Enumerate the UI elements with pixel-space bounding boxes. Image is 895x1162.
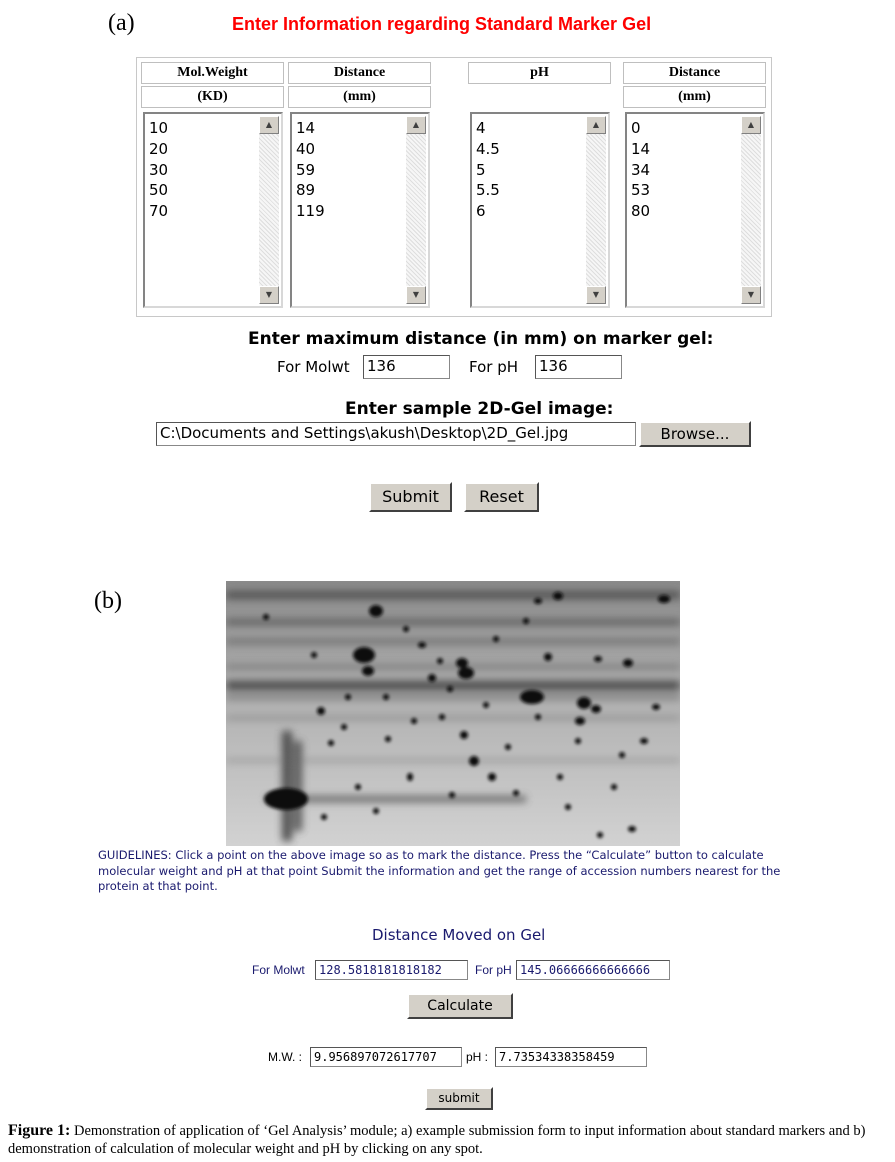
b-ph-input[interactable]: 145.06666666666666 bbox=[516, 960, 670, 980]
list-option[interactable]: 10 bbox=[149, 119, 169, 137]
b-for-molwt-label: For Molwt bbox=[252, 963, 305, 977]
distance-unit-1: (mm) bbox=[288, 86, 431, 108]
list-option[interactable]: 50 bbox=[149, 181, 169, 200]
scroll-up-icon[interactable]: ▲ bbox=[406, 116, 426, 134]
max-molwt-input[interactable]: 136 bbox=[363, 355, 450, 379]
b-for-ph-label: For pH bbox=[475, 963, 512, 977]
scroll-up-icon[interactable]: ▲ bbox=[586, 116, 606, 134]
scroll-down-icon[interactable]: ▼ bbox=[259, 286, 279, 304]
ph-header: pH bbox=[468, 62, 611, 84]
figure-caption-text: Demonstration of application of ‘Gel Analysis’ module; a) example submission form to input information about standard markers and b) demonstration of calculation of molecular weight and pH by clicking on any spot. bbox=[8, 1123, 866, 1157]
reset-button[interactable]: Reset bbox=[464, 482, 539, 512]
guidelines-text: GUIDELINES: Click a point on the above image so as to mark the distance. Press the “Calculate” button to calculate molecular weight and pH at that point Submit the information and get the range of accession numbers nearest for the protein at that point. bbox=[98, 848, 781, 893]
list-option[interactable]: 80 bbox=[631, 202, 651, 221]
b-molwt-input[interactable]: 128.5818181818182 bbox=[315, 960, 468, 980]
max-distance-heading: Enter maximum distance (in mm) on marker gel: bbox=[248, 329, 714, 349]
molwt-items bbox=[149, 118, 168, 222]
submit-button[interactable]: Submit bbox=[369, 482, 452, 512]
figure-caption-prefix: Figure 1: bbox=[8, 1122, 71, 1139]
distance-header-2: Distance bbox=[623, 62, 766, 84]
figure-caption bbox=[8, 1122, 878, 1158]
for-ph-label: For pH bbox=[469, 358, 519, 376]
max-ph-input[interactable]: 136 bbox=[535, 355, 622, 379]
distance-header-1: Distance bbox=[288, 62, 431, 84]
molwt-header: Mol.Weight bbox=[141, 62, 284, 84]
list-option[interactable]: 34 bbox=[631, 160, 651, 179]
list-option[interactable]: 119 bbox=[296, 202, 325, 221]
molwt-scrollbar[interactable] bbox=[259, 116, 279, 304]
mw-output[interactable]: 9.956897072617707 bbox=[310, 1047, 462, 1067]
form-title: Enter Information regarding Standard Marker Gel bbox=[232, 14, 652, 34]
marker-table bbox=[136, 57, 772, 317]
gel-image[interactable] bbox=[226, 581, 680, 846]
scroll-up-icon[interactable]: ▲ bbox=[741, 116, 761, 134]
list-option[interactable]: 30 bbox=[149, 160, 169, 179]
ph-scrollbar[interactable] bbox=[586, 116, 606, 304]
list-option[interactable]: 4 bbox=[476, 119, 486, 137]
list-option[interactable]: 53 bbox=[631, 181, 651, 200]
scroll-up-icon[interactable]: ▲ bbox=[259, 116, 279, 134]
molwt-list[interactable] bbox=[143, 112, 283, 308]
list-option[interactable]: 20 bbox=[149, 139, 169, 158]
distance-list-1[interactable] bbox=[290, 112, 430, 308]
distance-list-2[interactable] bbox=[625, 112, 765, 308]
ph-list[interactable] bbox=[470, 112, 610, 308]
list-option[interactable]: 5.5 bbox=[476, 181, 500, 200]
distance-scrollbar-2[interactable] bbox=[741, 116, 761, 304]
mw-label: M.W. : bbox=[268, 1050, 302, 1064]
ph-items bbox=[476, 118, 500, 222]
scroll-down-icon[interactable]: ▼ bbox=[586, 286, 606, 304]
list-option[interactable]: 70 bbox=[149, 202, 169, 221]
browse-button[interactable]: Browse... bbox=[639, 421, 751, 447]
for-molwt-label: For Molwt bbox=[277, 358, 350, 376]
distance-heading: Distance Moved on Gel bbox=[372, 926, 546, 944]
panel-a-label: (a) bbox=[108, 10, 135, 36]
list-option[interactable]: 0 bbox=[631, 119, 641, 137]
list-option[interactable]: 89 bbox=[296, 181, 316, 200]
scroll-down-icon[interactable]: ▼ bbox=[406, 286, 426, 304]
list-option[interactable]: 14 bbox=[296, 119, 316, 137]
list-option[interactable]: 40 bbox=[296, 139, 316, 158]
distance-items-1 bbox=[296, 118, 325, 222]
list-option[interactable]: 59 bbox=[296, 160, 316, 179]
scroll-down-icon[interactable]: ▼ bbox=[741, 286, 761, 304]
list-option[interactable]: 14 bbox=[631, 139, 651, 158]
panel-b-label: (b) bbox=[94, 588, 122, 614]
ph-output[interactable]: 7.73534338358459 bbox=[495, 1047, 647, 1067]
distance-items-2 bbox=[631, 118, 650, 222]
list-option[interactable]: 4.5 bbox=[476, 139, 500, 158]
submit-small-button[interactable]: submit bbox=[425, 1087, 493, 1110]
file-path-input[interactable]: C:\Documents and Settings\akush\Desktop\2D_Gel.jpg bbox=[156, 422, 636, 446]
sample-image-heading: Enter sample 2D-Gel image: bbox=[345, 399, 614, 419]
ph-result-label: pH : bbox=[466, 1050, 489, 1064]
list-option[interactable]: 6 bbox=[476, 202, 486, 221]
distance-scrollbar-1[interactable] bbox=[406, 116, 426, 304]
list-option[interactable]: 5 bbox=[476, 160, 486, 179]
distance-unit-2: (mm) bbox=[623, 86, 766, 108]
calculate-button[interactable]: Calculate bbox=[407, 993, 513, 1019]
molwt-unit: (KD) bbox=[141, 86, 284, 108]
gel-svg[interactable] bbox=[226, 581, 680, 846]
